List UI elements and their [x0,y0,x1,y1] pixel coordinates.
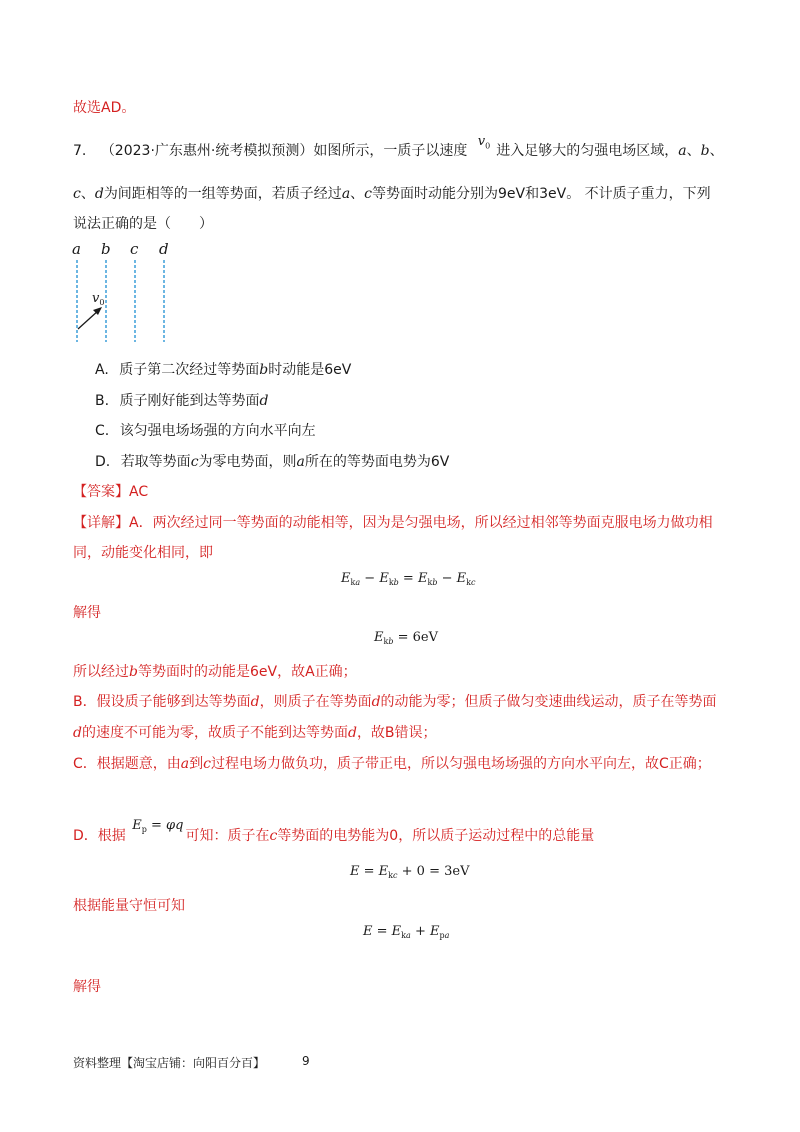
question-text: 进入足够大的匀强电场区域， [496,143,679,159]
solve-label-1: 解得 [73,605,101,621]
page-number: 9 [302,1054,310,1068]
explanation-line-c: C．根据题意，由a到c过程电场力做负功，质子带正电，所以匀强电场场强的方向水平向左，故C正确； [73,756,711,772]
explanation-line-b-1: B．假设质子能够到达等势面d，则质子在等势面d的动能为零；但质子做匀变速曲线运动，质子在等势面 [73,694,717,710]
option-a: A. 质子第二次经过等势面b时动能是6eV [95,362,352,378]
question-number: 7. [73,143,87,159]
var-a: a [678,143,687,159]
question-text: 为间距相等的一组等势面，若质子经过 [103,186,342,202]
explanation-line-1: 【详解】A．两次经过同一等势面的动能相等，因为是匀强电场，所以经过相邻等势面克服电场力做功相 [73,515,713,531]
figure-label-d: d [159,240,169,258]
question-source: （2023·广东惠州·统考模拟预测） [100,143,314,159]
equation-2: $E_{kb} = 6eV$ [374,630,438,646]
previous-answer: 故选AD。 [73,100,136,116]
question-line-1 [73,134,724,161]
figure-label-c: c [130,240,139,258]
velocity-arrow [78,310,99,329]
explanation-line-b-2: d的速度不可能为零，故质子不能到达等势面d，故B错误； [73,725,437,741]
solve-label-2: 解得 [73,979,101,995]
answer-label: 【答案】AC [73,484,149,500]
question-text: 如图所示，一质子以速度 [313,143,468,159]
var-c: c [73,186,81,202]
equipotential-figure [68,238,178,348]
option-c: C. 该匀强电场场强的方向水平向左 [95,423,316,439]
explanation-line-d: D．根据 $E_p = \varphi q$可知：质子在c等势面的电势能为0，所以质子运动过程中的总能量 [73,818,595,844]
footer-source: 资料整理【淘宝店铺：向阳百分百】 [73,1056,266,1070]
sep: 、 [709,143,724,159]
figure-label-b: b [101,240,111,258]
question-line-3: 说法正确的是（ ） [73,216,213,232]
sep: 、 [686,143,701,159]
figure-label-a: a [72,240,81,258]
explanation-line-a-result: 所以经过b等势面时的动能是6eV，故A正确； [73,664,357,680]
explanation-line-2: 同，动能变化相同，即 [73,545,213,561]
v0-symbol: $v_0$ [477,134,491,151]
equation-3: $E = E_{kc} + 0 = 3eV$ [350,864,470,880]
question-line-2 [73,183,711,203]
equation-1: $E_{ka} - E_{kb} = E_{kb} - E_{kc}$ [341,571,476,587]
formula-ep: $E_p = \varphi q$ [132,818,184,834]
question-text: 等势面时动能分别为9eV和3eV。 不计质子重力，下列 [372,186,711,202]
sep: 、 [350,186,365,202]
option-b: B. 质子刚好能到达等势面d [95,393,269,409]
var-b: b [700,143,710,159]
option-d: D. 若取等势面c为零电势面，则a所在的等势面电势为6V [95,454,450,470]
var-a: a [341,186,351,202]
figure-v0-label: $v_0$ [92,291,105,307]
sep: 、 [80,186,95,202]
var-d: d [94,186,104,202]
equation-4: $E = E_{ka} + E_{pa}$ [363,924,450,940]
conservation-label: 根据能量守恒可知 [73,898,185,914]
var-c: c [364,186,373,202]
